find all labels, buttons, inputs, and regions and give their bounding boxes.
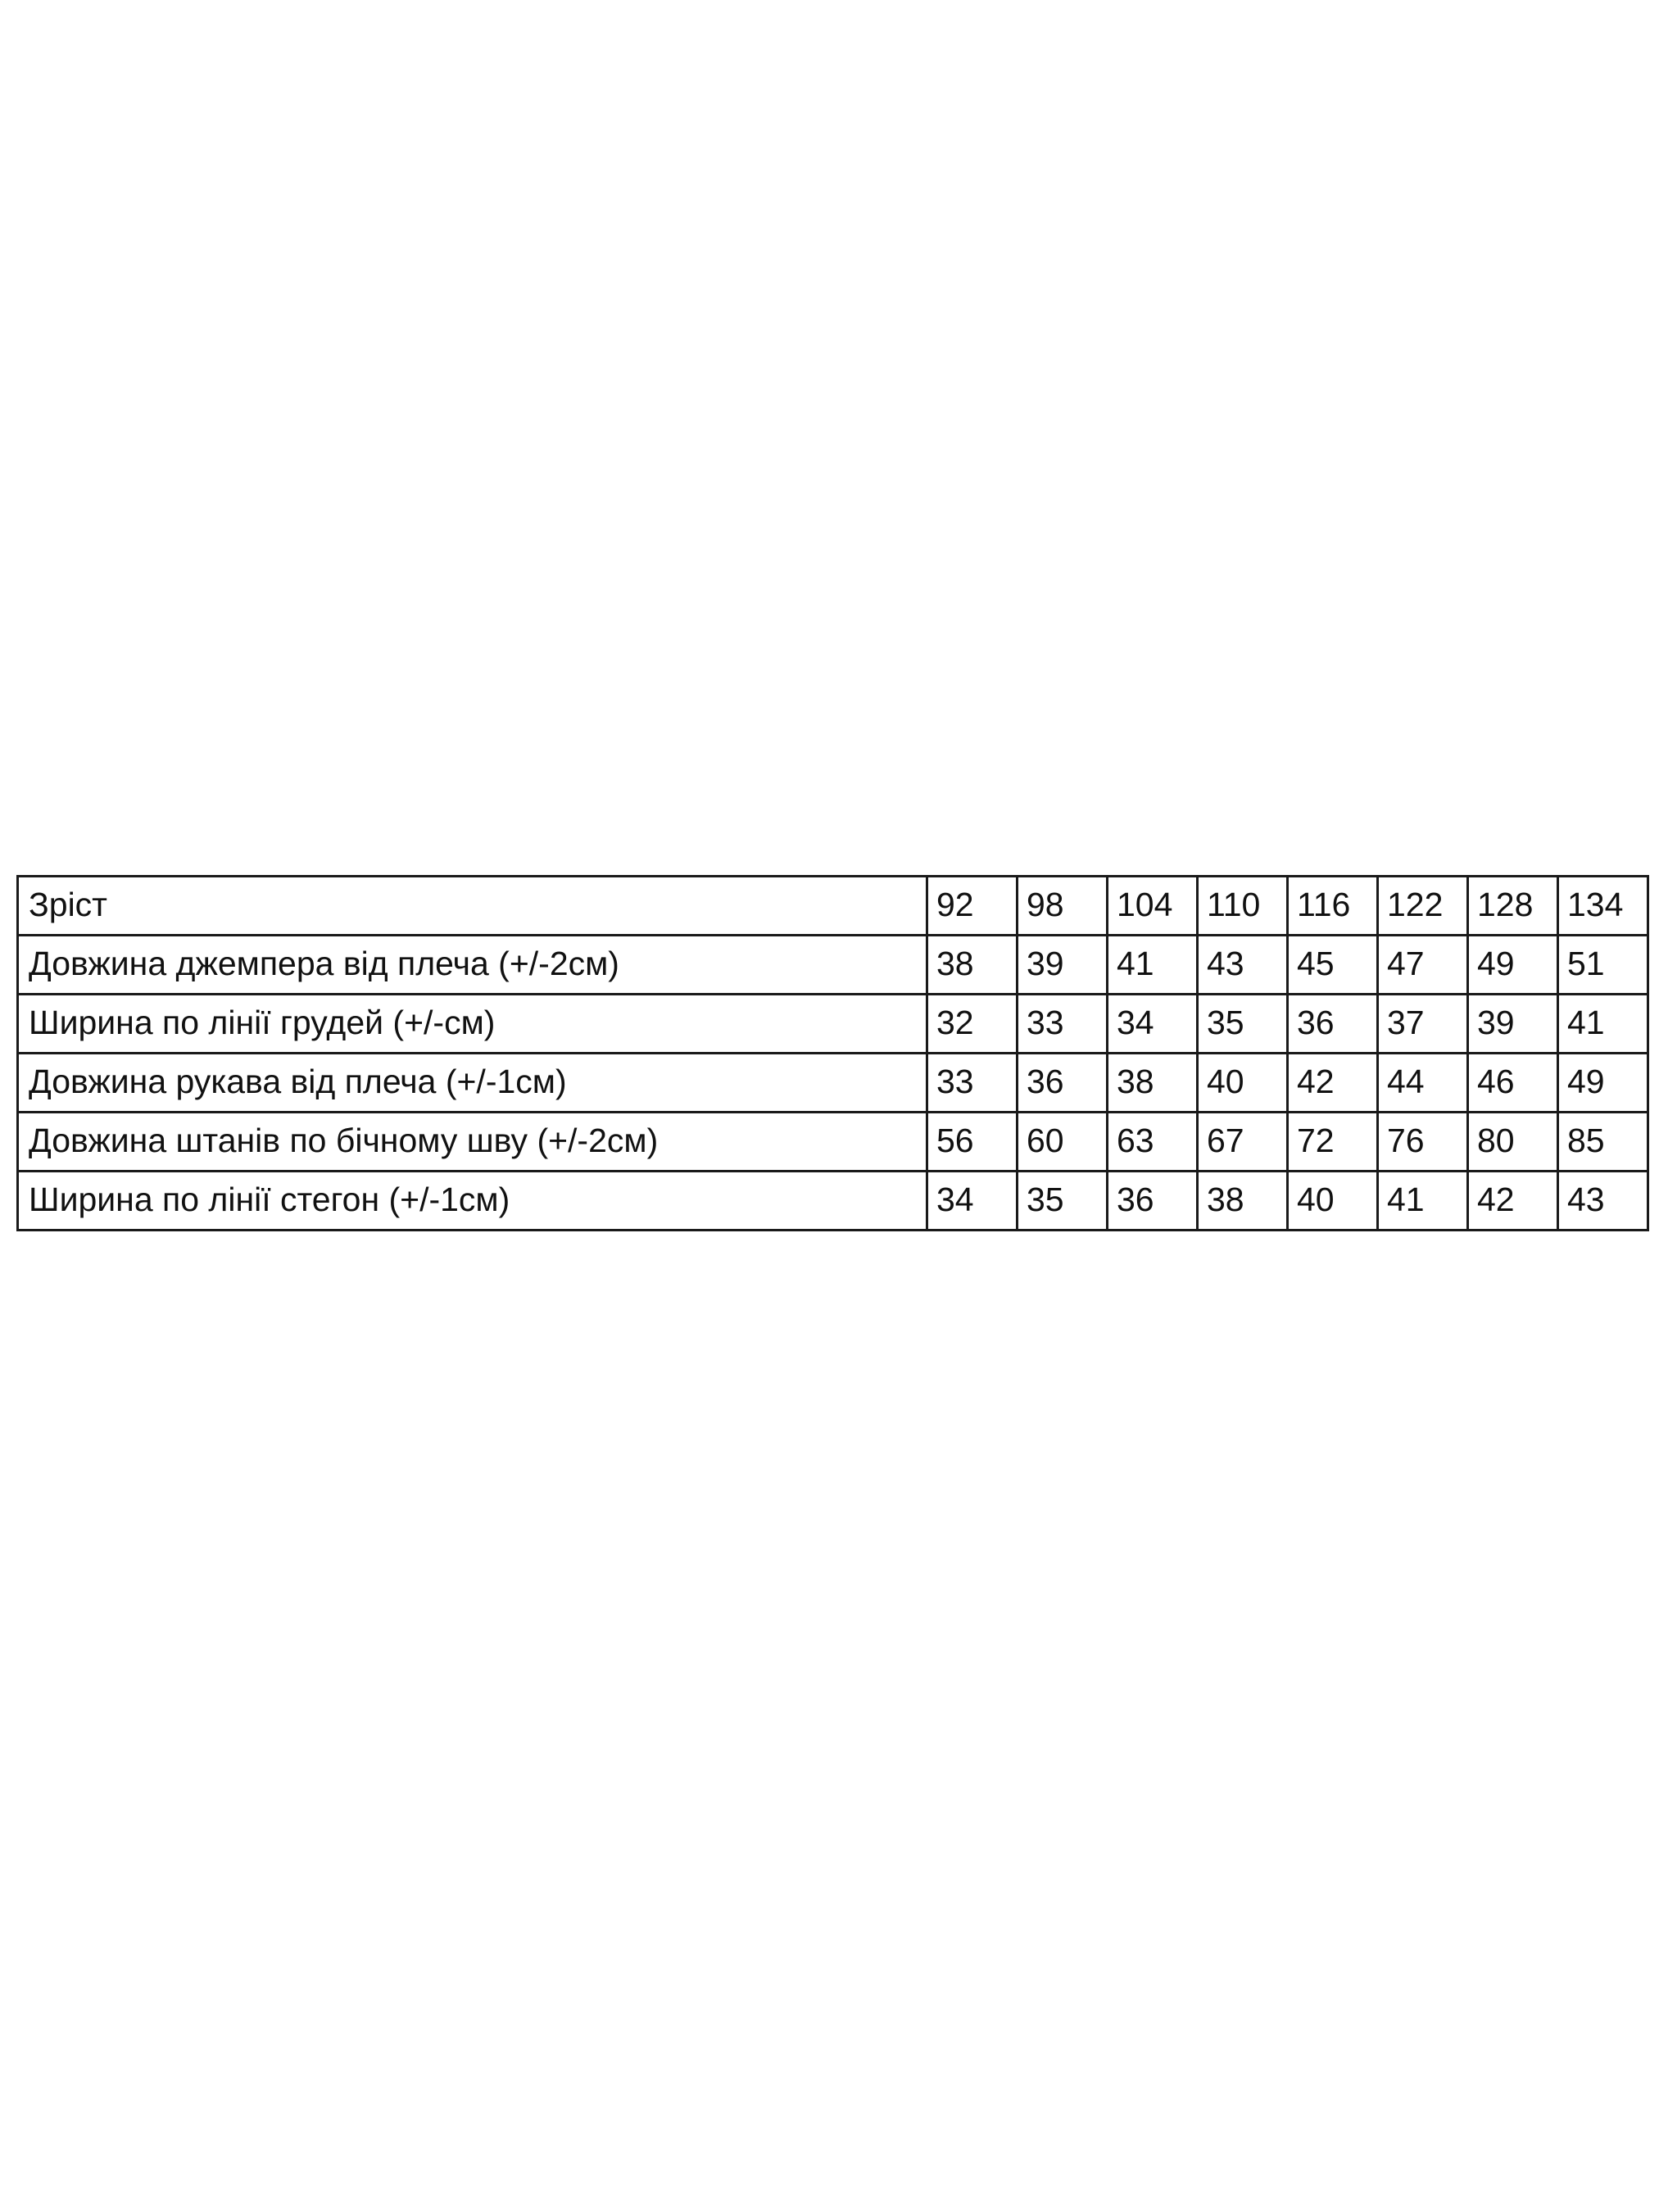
row-value: 42	[1288, 1054, 1378, 1113]
row-value: 41	[1558, 995, 1648, 1054]
row-value: 56	[927, 1113, 1018, 1172]
row-value: 85	[1558, 1113, 1648, 1172]
row-value: 46	[1468, 1054, 1558, 1113]
row-value: 128	[1468, 877, 1558, 936]
row-value: 40	[1198, 1054, 1288, 1113]
table-row	[18, 1172, 1648, 1231]
row-value: 37	[1378, 995, 1468, 1054]
row-label: Зріст	[18, 877, 927, 936]
row-value: 33	[927, 1054, 1018, 1113]
row-value: 39	[1468, 995, 1558, 1054]
row-value: 49	[1558, 1054, 1648, 1113]
row-value: 110	[1198, 877, 1288, 936]
table-row	[18, 995, 1648, 1054]
row-value: 41	[1108, 936, 1198, 995]
row-value: 122	[1378, 877, 1468, 936]
row-value: 51	[1558, 936, 1648, 995]
row-value: 38	[1198, 1172, 1288, 1231]
row-value: 36	[1288, 995, 1378, 1054]
row-value: 60	[1018, 1113, 1108, 1172]
row-value: 49	[1468, 936, 1558, 995]
row-value: 134	[1558, 877, 1648, 936]
row-value: 43	[1558, 1172, 1648, 1231]
row-value: 104	[1108, 877, 1198, 936]
row-value: 98	[1018, 877, 1108, 936]
row-value: 34	[927, 1172, 1018, 1231]
row-value: 35	[1198, 995, 1288, 1054]
row-label: Ширина по лінії стегон (+/-1см)	[18, 1172, 927, 1231]
row-label: Ширина по лінії грудей (+/-см)	[18, 995, 927, 1054]
row-value: 41	[1378, 1172, 1468, 1231]
row-label: Довжина джемпера від плеча (+/-2см)	[18, 936, 927, 995]
row-value: 80	[1468, 1113, 1558, 1172]
row-value: 45	[1288, 936, 1378, 995]
table-row	[18, 936, 1648, 995]
row-value: 39	[1018, 936, 1108, 995]
row-value: 47	[1378, 936, 1468, 995]
row-value: 43	[1198, 936, 1288, 995]
row-label: Довжина штанів по бічному шву (+/-2см)	[18, 1113, 927, 1172]
row-value: 35	[1018, 1172, 1108, 1231]
row-value: 36	[1018, 1054, 1108, 1113]
row-value: 44	[1378, 1054, 1468, 1113]
table-row	[18, 877, 1648, 936]
size-chart-body	[18, 877, 1648, 1231]
row-value: 116	[1288, 877, 1378, 936]
table-row	[18, 1113, 1648, 1172]
size-chart-container	[16, 875, 1655, 1231]
row-value: 76	[1378, 1113, 1468, 1172]
row-value: 36	[1108, 1172, 1198, 1231]
row-value: 63	[1108, 1113, 1198, 1172]
row-value: 72	[1288, 1113, 1378, 1172]
row-value: 42	[1468, 1172, 1558, 1231]
row-value: 67	[1198, 1113, 1288, 1172]
row-value: 38	[927, 936, 1018, 995]
row-value: 33	[1018, 995, 1108, 1054]
row-value: 38	[1108, 1054, 1198, 1113]
row-label: Довжина рукава від плеча (+/-1см)	[18, 1054, 927, 1113]
row-value: 92	[927, 877, 1018, 936]
size-chart-table	[16, 875, 1649, 1231]
row-value: 40	[1288, 1172, 1378, 1231]
row-value: 34	[1108, 995, 1198, 1054]
row-value: 32	[927, 995, 1018, 1054]
table-row	[18, 1054, 1648, 1113]
